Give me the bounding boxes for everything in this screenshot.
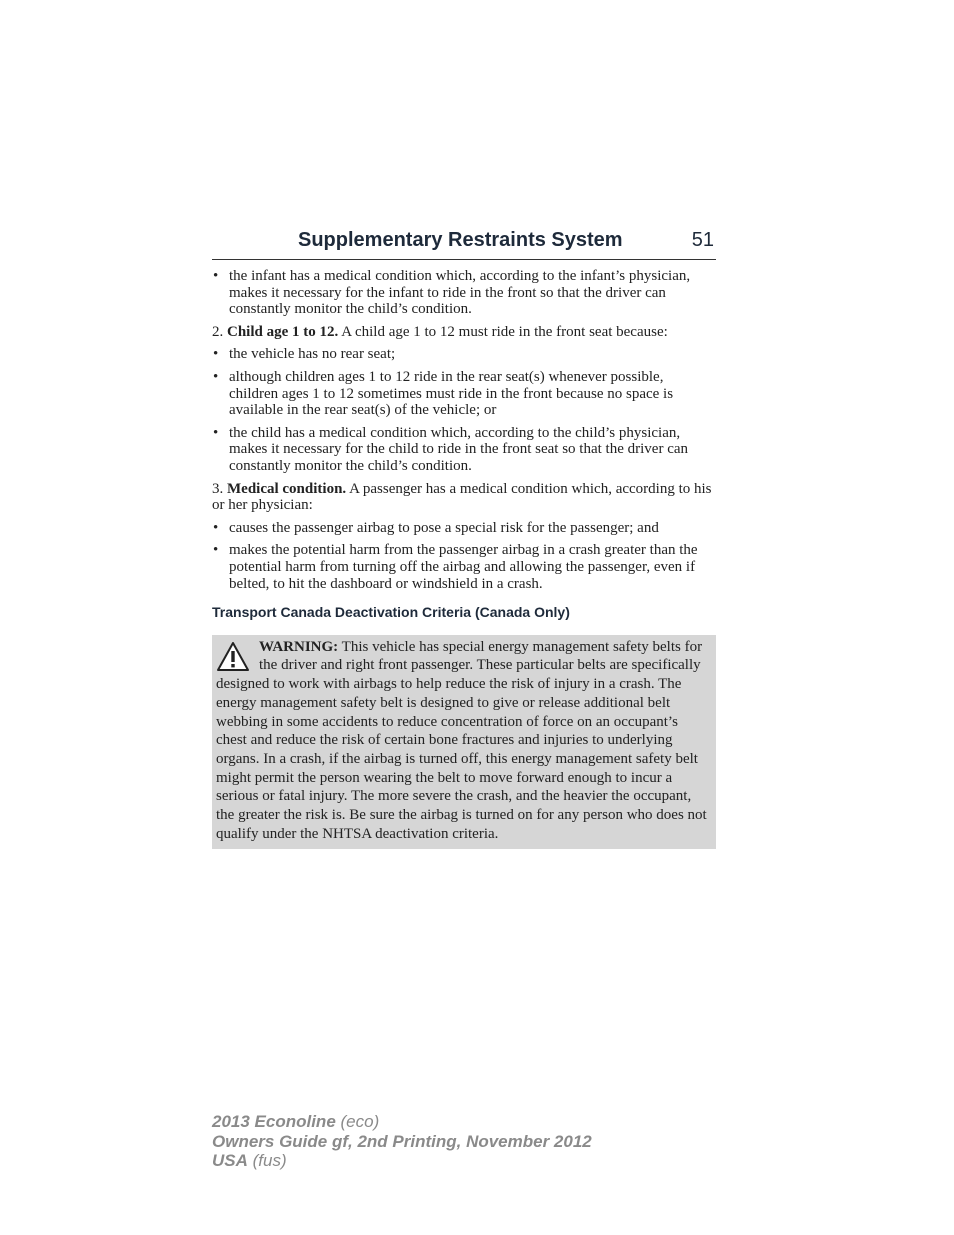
paragraph-number: 3. <box>212 480 224 497</box>
bullet-item: • makes the potential harm from the passenger airbag in a crash greater than the potential harm from turning off the airbag and allowing the passenger, even if belted, to hit the dashboard or windshield in a crash. <box>212 542 716 592</box>
page-number: 51 <box>691 229 714 251</box>
numbered-paragraph-2 <box>212 324 716 341</box>
bullet-item: • causes the passenger airbag to pose a special risk for the passenger; and <box>212 520 716 537</box>
paragraph-number: 2. <box>212 323 224 340</box>
paragraph-heading: Medical condition. <box>227 480 347 497</box>
paragraph-heading: Child age 1 to 12. <box>227 323 339 340</box>
bullet-item: • although children ages 1 to 12 ride in the rear seat(s) whenever possible, children ages 1 to 12 sometimes must ride in the front because no space is available in the rear seat(s) of the vehicle; or <box>212 369 716 419</box>
page-title: Supplementary Restraints System <box>298 229 623 251</box>
body-text <box>212 268 716 849</box>
warning-triangle-icon <box>216 641 250 673</box>
paragraph-text: A passenger has a medical condition which, according to his or her physician: <box>212 480 712 514</box>
page-footer <box>212 1112 592 1171</box>
bullet-item: • the child has a medical condition which, according to the child’s physician, makes it necessary for the child to ride in the front seat so that the driver can constantly monitor the child’s condition. <box>212 425 716 475</box>
warning-label: WARNING: <box>259 638 339 655</box>
footer-guide-info: Owners Guide gf, 2nd Printing, November 2012 <box>212 1131 592 1151</box>
footer-market-code: (fus) <box>252 1151 287 1170</box>
warning-text: This vehicle has special energy management safety belts for the driver and right front passenger. These particular belts are specifically designed to work with airbags to help reduce the risk of injury in a crash. The energy management safety belt is designed to give or release additional belt webbing in some accidents to reduce concentration of force on an occupant’s chest and reduce the risk of certain bone fractures and injuries to underlying organs. In a crash, if the airbag is turned off, this energy management safety belt might permit the person wearing the belt to move forward enough to incur a serious or fatal injury. The more severe the crash, and the heavier the occupant, the greater the risk is. Be sure the airbag is turned on for any person who does not qualify under the NHTSA deactivation criteria. <box>216 638 707 842</box>
warning-box <box>212 635 716 850</box>
page-content <box>212 229 716 849</box>
bullet-item: • the infant has a medical condition which, according to the infant’s physician, makes it necessary for the infant to ride in the front so that the driver can constantly monitor the child’s condition. <box>212 268 716 318</box>
footer-line-2 <box>212 1132 592 1152</box>
numbered-paragraph-3 <box>212 481 716 514</box>
footer-model-code: (eco) <box>340 1112 380 1131</box>
footer-line-1 <box>212 1112 592 1132</box>
footer-model: 2013 Econoline <box>212 1112 336 1131</box>
footer-line-3 <box>212 1151 592 1171</box>
paragraph-text: A child age 1 to 12 must ride in the front seat because: <box>341 323 668 340</box>
bullet-item: • the vehicle has no rear seat; <box>212 346 716 363</box>
section-subheading: Transport Canada Deactivation Criteria (Canada Only) <box>212 604 570 621</box>
footer-market: USA <box>212 1151 248 1170</box>
page-header <box>212 229 716 260</box>
